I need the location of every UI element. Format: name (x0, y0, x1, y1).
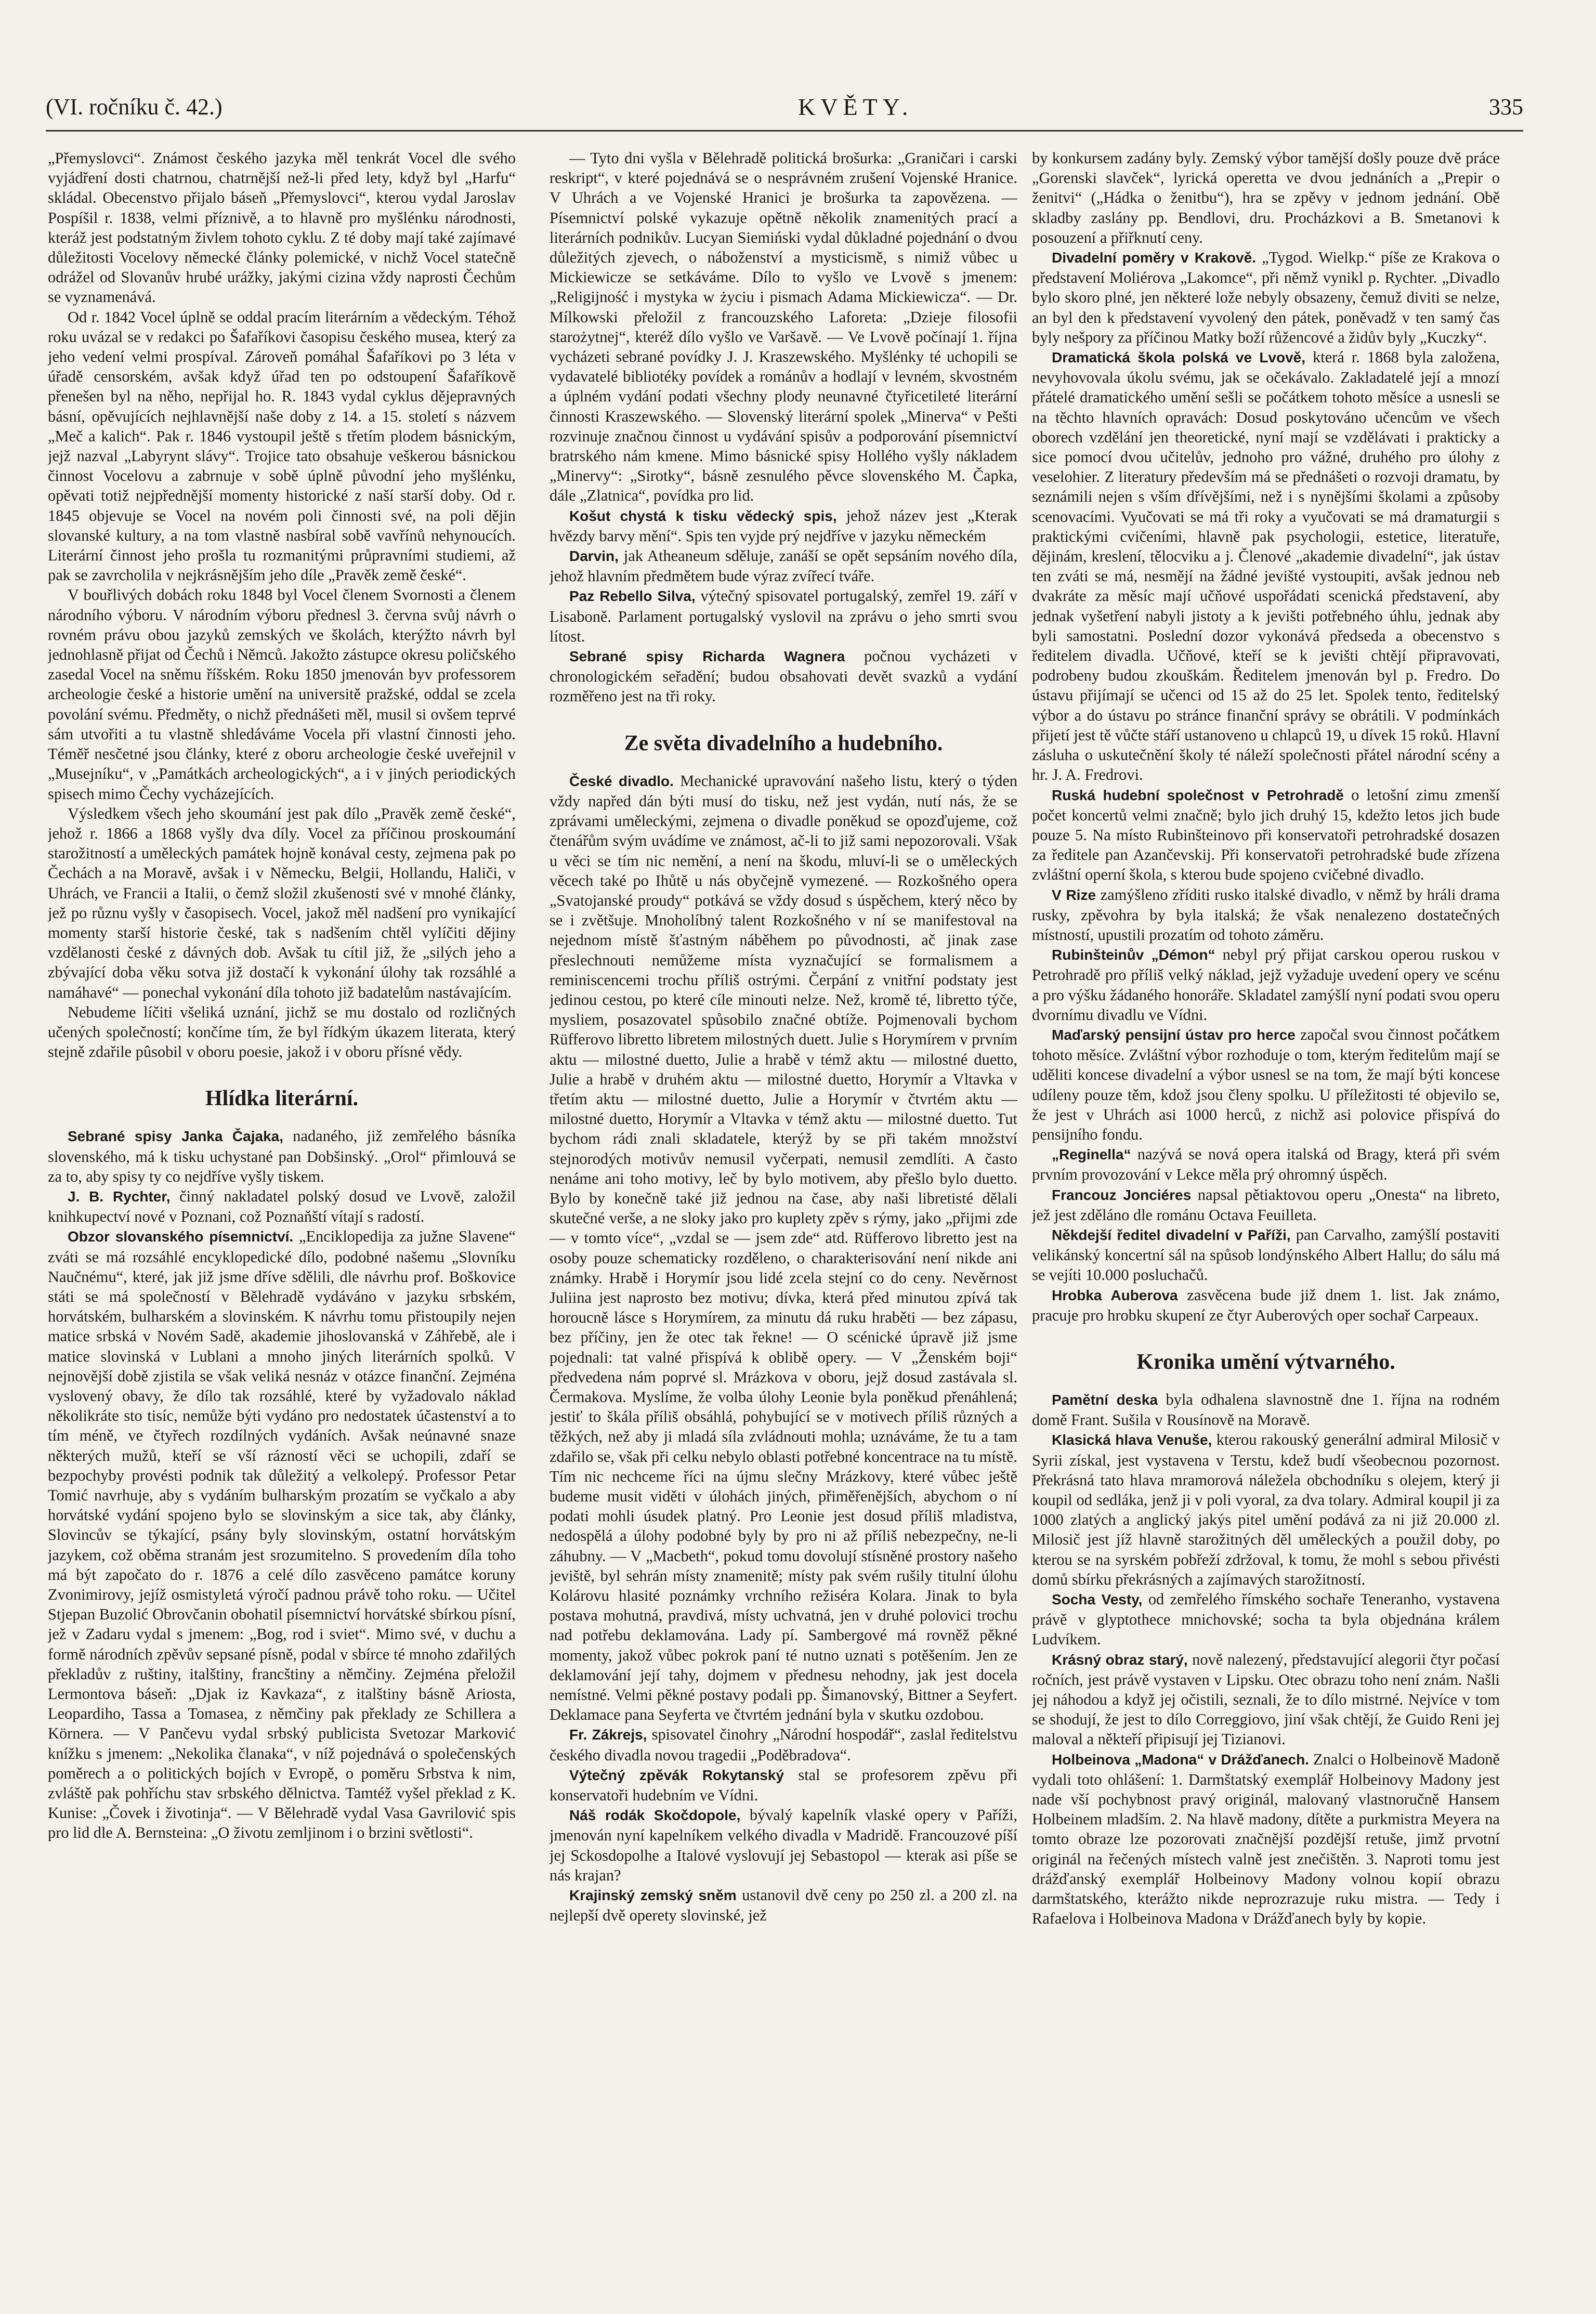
news-item (1032, 945, 1500, 1025)
item-lead: Maďarský pensijní ústav pro herce (1052, 1026, 1296, 1043)
news-item (1032, 1144, 1500, 1184)
news-item (48, 1186, 516, 1226)
item-text: činný nakladatel polský dosud ve Lvově, založil knihkupectví nové v Poznani, což Poznaňští vítají s radostí. (48, 1187, 516, 1226)
paragraph: by konkursem zadány byly. Zemský výbor tamější došly pouze dvě práce „Gorenski slavček“, lyrická operetta ve dvou jednáních a „Prepir o ženitvi“ („Hádka o ženitbu“), hra se zpěvy v jednom jednání. Obě skladby zaslány pp. Bendlovi, dru. Procházkovi a B. Smetanovi k posouzení a přiřknutí ceny. (1032, 149, 1500, 246)
item-lead: „Reginella“ (1052, 1146, 1131, 1163)
item-text: od zemřelého římského sochaře Teneranho, vystavena právě v glyptothece mnichovské; socha ta byla objednána králem Ludvíkem. (1032, 1590, 1500, 1649)
item-lead: Krásný obraz starý, (1052, 1651, 1188, 1668)
item-text: započal svou činnost počátkem tohoto měsíce. Zvláštní výbor rozhoduje o tom, kterým ředitelům mají se uděliti koncese divadelní a výbor usnesl se na tom, že mají býti koncese udíleny pouze těm, kdož jsou členy spolku. U příležitosti té objevilo se, že jest v Uhrách asi 1000 herců, z nichž asi polovice přispívá do pensijního fondu. (1032, 1025, 1500, 1143)
page-header (46, 88, 1523, 125)
item-text: „Tygod. Wielkp.“ píše ze Krakova o představení Moliérova „Lakomce“, při němž vynikl p. Rychter. „Divadlo bylo skoro plné, jen některé lože nebyly obsazeny, čemuž diviti se nelze, an byl den k představení vyvolený den pátek, poněvadž v ten samý čas byly nešpory za příčinou Matky boží růžencové a židův byly „Kuczky“. (1032, 249, 1500, 346)
news-item (1032, 1025, 1500, 1144)
item-lead: Hrobka Auberova (1052, 1287, 1178, 1303)
item-text: byla odhalena slavnostně dne 1. října na rodném domě Frant. Sušila v Rousínově na Moravě. (1032, 1390, 1500, 1429)
item-lead: Klasická hlava Venuše, (1052, 1432, 1212, 1448)
column-3 (1032, 148, 1500, 2269)
item-text: zamýšleno zříditi rusko italské divadlo, v němž by hráli drama rusky, zpěvohra by byla italská; že však nenalezeno dostatečných místností, upustili prozatím od tohoto záměru. (1032, 885, 1500, 944)
item-text: o letošní zimu zmenší počet koncertů velmi značně; bylo jich druhý 15, kdežto letos jich bude pouze 5. Na místo Rubinšteinovo při konservatoři petrohradské dosazen za ředitele pan Azančevskij. Při konservatoři petrohradské bude zřízena zvláštní operní škola, s kterou bude spojeno cvičebné divadlo. (1032, 786, 1500, 884)
item-text: počnou vycházeti v chronologickém seřadění; budou obsahovati devět svazků a vydání rozměřeno jest na tři roky. (550, 647, 1017, 705)
item-lead: Ruská hudební společnost v Petrohradě (1052, 787, 1344, 803)
item-text: spisovatel činohry „Národní hospodář“, zaslal ředitelstvu českého divadla novou tragedii „Poděbradova“. (550, 1725, 1017, 1764)
item-text: nadaného, již zemřelého básníka slovenského, má k tisku uchystané pan Dobšinský. „Orol“ přimlouvá se za to, aby spisy ty co nejdříve vyšly tiskem. (48, 1127, 516, 1185)
page-number: 335 (1488, 94, 1523, 120)
item-text: jehož název jest „Kterak hvězdy barvy mění“. Spis ten vyjde prý nejdříve v jazyku německém (550, 506, 1017, 545)
item-lead: Dramatická škola polská ve Lvově, (1052, 349, 1306, 366)
paragraph: Výsledkem všech jeho skoumání jest pak dílo „Pravěk země české“, jehož r. 1866 a 1868 vyšly dva díly. Vocel za příčinou proskoumání starožitností a uměleckých památek hojně konával cesty, zejmena pak po Čechách a na Moravě, avšak i v Německu, Belgii, Hollandu, Haliči, v Uhrách, ve Francii a Italii, o čemž složil zkušenosti své v mnohé články, jež po různu vyšly v časopisech. Vocel, jakož měl nadšení pro vynikající momenty starší historie české, tak s nadšením chtěl vylíčiti dějiny vzdělanosti české z dávných dob. Avšak tu cítil již, že „silých jeho a zbývající doba věku sotva již dostačí k vykonání úlohy tak rozsáhlé a namáhavé“ — ponechal vykonání díla tohoto již badatelům nastávajícím. (48, 804, 516, 1001)
section-heading: Ze světa divadelního a hudebního. (624, 731, 943, 755)
section-heading: Kronika umění výtvarného. (1136, 1350, 1395, 1374)
item-lead: České divadlo. (569, 773, 674, 789)
item-lead: Náš rodák Skočdopole, (569, 1807, 741, 1824)
item-lead: Francouz Jonciéres (1052, 1186, 1192, 1203)
item-lead: Rubinšteinův „Démon“ (1052, 947, 1215, 963)
news-item (550, 1805, 1017, 1885)
column-1 (48, 148, 516, 2269)
item-lead: Darvin, (569, 548, 619, 565)
item-lead: Výtečný zpěvák Rokytanský (569, 1767, 784, 1783)
item-lead: V Rize (1052, 886, 1096, 903)
item-lead: Socha Vesty, (1052, 1591, 1143, 1608)
item-lead: Fr. Zákrejs, (569, 1727, 647, 1743)
item-lead: Divadelní poměry v Krakově. (1052, 250, 1257, 266)
news-item (1032, 1589, 1500, 1650)
news-item (1032, 1390, 1500, 1430)
item-text: „Enciklopedija za južne Slavene“ zváti se má rozsáhlé encyklopedické dílo, podobné našemu „Slovníku Naučnému“, které, jak již jsme dříve sdělili, dle návrhu prof. Boškovice státi se má společností v Bělehradě vydáváno v jazyku srbském, horvátském, bulharském a slovinském. K návrhu tomu přistoupily nejen matice srbská v Novém Sadě, akademie jihoslovanská v Záhřebě, ale i matice slovinská v Lublani a mnoho jiných literárních spolků. V nejnovější době zjistila se však veliká nesnáz v otázce finanční. Zejména vyslovený obavy, že dílo tak rozsáhlé, které by vyžadovalo náklad několikráte sto tisíc, nemůže býti vydáno pro nedostatek účastenství a to tím méně, ve čtyřech rozdílných vydáních. Avšak neúnavné snaze některých mužů, kteří se vší rázností věci se uchopili, zdaří se bezpochyby provésti podnik tak důležitý a velkolepý. Professor Petar Tomić navrhuje, aby s vydáním bulharským prozatím se vyčkalo a aby horvátské vydání spojeno bylo se slovinským a sice tak, aby články, Slovincův se týkající, psány byly slovinským, ostatní horvátským jazykem, což oběma stranám jest srozumitelno. S provedením díla toho má být započato do r. 1876 a celé dílo zasvěceno památce koruny Zvonimirovy, jejíž osmistyletá výročí padnou právě toho roku. — Učitel Stjepan Buzolić Obrovčanin obohatil písemnictví horvátské sbírkou písní, jež v Zadaru vydal s jmenem: „Bog, rod i sviet“. Mimo své, v duchu a formě národních zpěvův sepsané písně, podal v sbírce té mnoho zdařilých překladův z ruštiny, italštiny, francštiny a němčiny. Zejména přeložil Lermontova báseň: „Djak iz Kavkaza“, z italštiny básně Ariosta, Leopardiho, Tassa a Tomasea, z němčiny pak překlady ze Schillera a Körnera. — V Pančevu vydal srbský publicista Svetozar Marković knížku s jmenem: „Nekolika članaka“, v níž pojednává o společenských poměrech a o politických bojích v Evropě, o poměru Srbstva k nim, zvláště pak pohříchu stav srbského dělnictva. Tamtéž vyšel překlad z K. Kunise: „Čovek i životinja“. — V Bělehradě vydal Vasa Gavrilović spis pro lid dle A. Bernsteina: „O životu zemljinom i o brzini světlosti“. (48, 1227, 516, 1842)
news-item (550, 1724, 1017, 1764)
section-heading: Hlídka literární. (205, 1087, 358, 1111)
item-text: nazývá se nová opera italská od Bragy, která při svém prvním provozování v Lekce měla prý ohromný úspěch. (1032, 1145, 1500, 1184)
item-text: která r. 1868 byla založena, nevyhovovala úkolu svému, jak se očekávalo. Zakladatelé její a mnozí přátelé dramatického umění sešli se počátkem tohoto měsíce a usnesli se na těchto hlavních opravách: Dosud poskytováno učencům ve všech oborech vzdělání jen theoretické, nyní mají se vzdělávati i prakticky a sice pomocí dvou učitelův, jednoho pro vážné, druhého pro úlohy z veselohier. Z literatury především má se přednášeti o rozvoji dramatu, by seznámili nejen s vším dřívějšími, než i s nynějšími školami a způsoby scenovacími. Vyučovati se má tři roky a vyučovati se má dramaturgii s praktickými cvičeními, hlavně pak psychologii, estetice, literatuře, dějinám, kreslení, tělocviku a j. Členové „akademie divadelní“, jak ústav ten zváti se má, nesmějí na žádné jevišté vystoupiti, avšak jednou neb dvakráte za měsíc mají učňové uspořádati scenická představení, aby jednak vyšetření nabyli jistoty a k jevišti potřebného úhlu, jednak aby byli samostatni. Poslední dozor vykonává předseda a obecenstvo s ředitelem divadla. Učňové, kteří se k jevišti chtějí připravovati, podrobeny budou zkouškám. Ředitelem jmenován byl p. Fredro. Do ústavu přijímají se učenci od 15 až do 25 let. Spolek tento, ředitelský výbor a do ústavu po stránce finanční správy se obrátili. V podmínkách přijetí jest tě vůčte stáří ustanoveno u chlapců 19, u dívek 15 roků. Hlavní zásluha o uskutečnění školy té náleží společnosti přátel národní scény a hr. J. A. Fredrovi. (1032, 348, 1500, 784)
news-item (48, 1226, 516, 1842)
header-rule (46, 130, 1523, 132)
item-lead: Pamětní deska (1052, 1391, 1158, 1408)
paragraph: „Přemyslovci“. Známost českého jazyka měl tenkrát Vocel dle svého vyjádření dosti chatrnou, chatrnější než-li před lety, když byl „Harfu“ skládal. Obecenstvo přijalo báseň „Přemyslovci“, kterou vydal Jaroslav Pospíšil r. 1838, velmi příznivě, a to hlavně pro myšlénku národnosti, kteráž jest podstatným živlem tohoto cyklu. Z té doby mají také zajímavé důležitosti Vocelovy německé články polemické, v nichž Vocel statečně odrážel od Slovanův hrubé urážky, jakými cizina vždy naprosti Čechům se vyznamenává. (48, 149, 516, 306)
item-text: Znalci o Holbeinově Madoně vydali toto ohlášení: 1. Darmštatský exemplář Holbeinovy Madony jest nade vší pochybnost pravý originál, malovaný vlastnoručně Hansem Holbeinem mladším. 2. Na hlavě madony, dítěte a purkmistra Meyera na tomto obraze lze pozorovati značnější pozdější retuše, jimž prvotní originál na řečených místech valně jest znečištěn. 3. Naproti tomu jest drážďanský exemplář Holbeinovy Madony volnou kopií obrazu darmštatského, kterážto nikde neprozrazuje ruku mistra. — Tedy i Rafaelova i Holbeinova Madona v Drážďanech byly by kopie. (1032, 1750, 1500, 1928)
item-lead: Sebrané spisy Richarda Wagnera (569, 648, 845, 665)
journal-title: KVĚTY. (798, 93, 913, 120)
news-item (550, 646, 1017, 707)
news-item (1032, 1650, 1500, 1749)
item-lead: J. B. Rychter, (68, 1188, 171, 1205)
paragraph: — Tyto dni vyšla v Bělehradě politická brošurka: „Graničari i carski reskript“, v které pojednává se o nesprávném zrušení Vojenské Hranice. V Uhrách a ve Vojenské Hranici je brošurka ta zapovězena. — Písemnictví polské vykazuje opětně několik znamenitých prací a literárních podnikův. Lucyan Siemiński vydal důkladné pojednání o dvou důležitých zjevech, o náboženství a mysticismě, s nimiž vůbec u Mickiewicze se setkáváme. Dílo to vyšlo ve Lvově s jmenem: „Religijność i mystyka w życiu i pismach Adama Mickiewicza“. — Dr. Mílkowski přeložil z francouzského Laforeta: „Dzieje filosofii starożytnej“, kteréž dílo vyšlo ve Varšavě. — Ve Lvově počínají 1. října vycházeti sebrané povídky J. J. Kraszewského. Myšlénky té uchopili se vydavatelé bibliotéky povídek a románův a hodlají v levném, skvostném a úplném vydání podati všechny plody neunavné čtyřicetileté literární činnosti Kraszewského. — Slovenský literární spolek „Minerva“ v Pešti rozvinuje značnou činnost u vydávání spisův a podporování písemnictví bratrského nám kmene. Mimo básnické spisy Hollého vyšly nákladem „Minervy“: „Sirotky“, básně zesnulého pěvce slovenského M. Čapka, dále „Zlatnica“, povídka pro lid. (550, 149, 1017, 505)
news-item (1032, 1430, 1500, 1589)
news-item (1032, 247, 1500, 347)
item-text: nebyl prý přijat carskou operou ruskou v Petrohradě pro příliš velký náklad, jejž vyžaduje uvedení opery ve scénu a pro výšku žádaného honoráře. Skladatel zamýšlí nyní podati svou operu dvornímu divadlu ve Vídni. (1032, 946, 1500, 1024)
item-text: Mechanické upravování našeho listu, který o týden vždy napřed dán býti musí do tisku, než jest vydán, nutí nás, že se zprávami uměleckými, zejmena o divadle poněkud se opozďujeme, což čtenářům svým uvádíme ve známost, ač-li to již sami nepozorovali. Však u věci se tím nic nemění, a není na škodu, mluví-li se o uměleckých věcech také po Ihůtě u nás obyčejně vymezené. — Rozkošného opera „Svatojanské proudy“ potkává se vždy dosud s úspěchem, který něco by se i zvětšuje. Mnoholíbný talent Rozkošného v ní se manifestoval na nejednom místě šťastným náběhem po původnosti, ač jinak zase přeslechnouti nemůžeme místa vyznačující se formalismem a reminiscencemi trochu příliš ostrými. Čerpání z vnitřní podstaty jest jedinou cestou, po které cíle minouti nelze. Než, kromě té, libretto týče, mysliem, posazovatel spůsobilo značné obtíže. Pojmenovali bychom Rüfferovo libretto libretem milostných duett. Julie s Horymírem v prvním aktu — milostné duetto, Julie a hrabě v témž aktu — milostné duetto, Julie a hrabě v druhém aktu — milostné duetto, Horymír a Vltavka v třetím aktu — milostné duetto, Julie a Horymír v čtvrtém aktu — milostné duetto, Horymír a Vltavka v témž aktu — milostné duetto. Tut bychom rádi znali skladatele, kterýž by se při takém množství stejnorodých motivův nemusil vyčerpati, nemusil zemdlíti. A často nenáme ani toho motivy, leč by bylo motivem, aby přešlo bylo duetto. Bylo by konečně také již jednou na čase, aby naši libretisté dělali skutečné verše, a ne sloky jako pro kuplety zpěv s rýmy, jako „přijmi zde — v tomto více“, „vzdal se — jsem zde“ atd. Rüfferovo libretto jest na osoby pouze schematicky rozděleno, o charakterisování není nikde ani známky. Hrabě i Horymír jsou lidé zcela stejní co do ceny. Nevěrnost Juliina jest naprosto bez motivu; dívka, která před minutou zpívá tak horoucně lásce s Horymírem, za minutu dá ruku hraběti — bez zápasu, bez příčiny, jen že otec tak řekne! — O scénické úpravě již jsme pojednali: tat valné přispívá k oblibě opery. — V „Ženském boji“ předvedena nám poprvé sl. Mrázkova v oboru, jejž dosud zastávala sl. Čermakova. Myslíme, že volba úlohy Leonie byla poněkud přenáhlená; jestiť to škála příliš obsáhlá, pohybující se v motivech příliš různých a těžkých, než aby ji mladá síla zvládnouti mohla; uznáváme, že tu a tam zdařilo se, však při celku nebylo oblasti potřebné koncentrace na tu místě. Tím nic nechceme říci na újmu slečny Mrázkovy, které vůbec ještě budeme musit viděti v úlohách jiných, přiměřenějších, abychom o ní podati mohli úsudek platný. Pro Leonie jest dosud příliš mladistva, nedospělá a úlohy podobné byly by pro ni až příliš nebezpečny, ne-li záhubny. — V „Macbeth“, pokud tomu dovolují stísněné prostory našeho jeviště, byl sehrán místy znamenitě; místy pak svém rušily titulní úlohu Kolárovu hlasité poznámky vrchního režiséra Kolara. Jinak to byla postava mohutná, pravdivá, místy uchvatná, jen v druhé polovici trochu nad potřebu deklamována. Lady pí. Sambergové má rovněž pěkné momenty, jakož vůbec pokrok paní té nutno uznati s potěšením. Jen ze deklamování její tahy, dojmem v přednesu nehodny, jak jest docela nemístné. Velmi pěkné postavy podali pp. Šimanovský, Bittner a Seyfert. Deklamace pana Seyferta ve čtvrtém jednání byla v skutku ozdobou. (550, 772, 1017, 1724)
paragraph: Nebudeme líčiti všeliká uznání, jichž se mu dostalo od rozličných učených společností; končíme tím, že byl řídkým úkazem literata, který stejně zdařile pûsobil v oboru poesie, jakož i v oboru přísné vědy. (48, 1003, 516, 1061)
news-item (550, 546, 1017, 586)
item-text: zasvěcena bude již dnem 1. list. Jak známo, pracuje pro hrobku skupení ze čtyr Auberových oper sochař Carpeaux. (1032, 1286, 1500, 1324)
item-lead: Paz Rebello Silva, (569, 588, 696, 605)
item-lead: Košut chystá k tisku vědecký spis, (569, 507, 837, 524)
news-item (550, 1885, 1017, 1925)
item-lead: Holbeinova „Madona“ v Drážďanech. (1052, 1751, 1309, 1768)
item-text: kterou rakouský generální admiral Milosič v Syrii získal, jest vystavena v Terstu, kdež budí všeobecnou pozornost. Překrásná tato hlava mramorová náležela obchodníku s olejem, který ji koupil od sedláka, jenž ji v poli vyoral, za dva tolary. Admiral koupil ji za 1000 zlatých a anglický jakýs pitel umění podává za ni již 20.000 zl. Milosič jest jíž hlavně starožitných děl uměleckých a použil doby, po kterou se na syrském pobřeží zdržoval, k tomu, že mohl s sebou přivésti domů sbírku překrásných a zajímavých starožitností. (1032, 1431, 1500, 1588)
item-text: pan Carvalho, zamýšlí postaviti velikánský koncertní sál na spůsob londýnského Albert Hallu; do sálu má se vejíti 10.000 posluchačů. (1032, 1225, 1500, 1284)
item-text: výtečný spisovatel portugalský, zemřel 19. září v Lisaboně. Parlament portugalský vyslovil na zprávu o jeho smrti svou lítost. (550, 587, 1017, 645)
column-2 (550, 148, 1017, 2269)
news-item (1032, 885, 1500, 945)
item-lead: Sebrané spisy Janka Čajaka, (68, 1128, 283, 1145)
item-text: bývalý kapelník vlaské opery v Paříži, jmenován nyní kapelníkem velkého divadla v Madridě. Francouzové píší jej Sckosdopolhe a Italové vyslovují jej Sebastopol — kterak asi píše se nás krajan? (550, 1806, 1017, 1884)
news-item (550, 586, 1017, 646)
paragraph: V bouřlivých dobách roku 1848 byl Vocel členem Svornosti a členem národního výboru. V národním výboru přednesl 3. června svůj návrh o rovném právu obou jazyků zemských ve školách, kterýžto návrh byl jednohlasně přijat od Čechů i Němců. Jakožto zástupce okresu poličského zasedal Vocel na sněmu říšském. Roku 1850 jmenován byv professorem archeologie české a historie umění na universitě pražské, oddal se zcela povolání svému. Předměty, o nichž přednášeti měl, musil si ovšem teprvé sám utvořiti a tu vlastně shledáváme Vocela při vlastní činnosti jeho. Téměř nesčetné jsou články, které z oboru archeologie české uveřejnil v „Musejníku“, v „Památkách archeologických“, a i v jiných periodických spisech mimo Čechy vycházejících. (48, 586, 516, 803)
news-item (1032, 1749, 1500, 1929)
news-item (1032, 1285, 1500, 1325)
item-text: stal se profesorem zpěvu při konservatoři hudebním ve Vídni. (550, 1766, 1017, 1805)
news-item (48, 1126, 516, 1186)
news-item (550, 771, 1017, 1725)
item-text: jak Atheaneum sděluje, zanáší se opět sepsáním nového díla, jehož hlavním předmětem bude výraz zvířecí tváře. (550, 547, 1017, 585)
news-item (1032, 1225, 1500, 1285)
item-lead: Někdejší ředitel divadelní v Paříži, (1052, 1226, 1291, 1243)
news-item (550, 506, 1017, 546)
item-text: napsal pětiaktovou operu „Onesta“ na libreto, jež jest zděláno dle románu Octava Feuilleta. (1032, 1185, 1500, 1224)
item-lead: Krajinský zemský sněm (569, 1887, 737, 1904)
issue-label: (VI. ročníku č. 42.) (46, 94, 223, 120)
news-item (550, 1765, 1017, 1805)
news-item (1032, 347, 1500, 785)
news-item (1032, 785, 1500, 885)
news-item (1032, 1185, 1500, 1225)
item-lead: Obzor slovanského písemnictví. (68, 1228, 294, 1245)
item-text: nově nalezený, představující alegorii čtyr počasí ročních, jest právě vystaven v Lipsku. Otec obrazu toho není znám. Našli jej náhodou a když jej očistili, seznali, že to dílo mistrné. Nejvíce v tom se shodují, že jest to dílo Correggiovo, jiní však chtějí, že Guido Reni jej maloval a někteří připisují jej Tizianovi. (1032, 1650, 1500, 1748)
paragraph: Od r. 1842 Vocel úplně se oddal pracím literárním a vědeckým. Téhož roku uvázal se v redakci po Šafaříkovi časopisu českého musea, který za jeho vedení velmi prospíval. Zároveň pomáhal Šafaříkovi po 3 léta v úřadě censorském, avšak když úřad ten po odstoupení Šafaříkově přenešen byl na něho, nepřijal ho. R. 1843 vydal cyklus dějepravných básní, opěvujících nejhlavnější naše doby z 14. a 15. století s názvem „Meč a kalich“. Pak r. 1846 vystoupil ještě s třetím plodem básnickým, jejž nazval „Labyrynt slávy“. Trojice tato obsahuje veškerou básnickou činnost Vocelovu a zabrnuje v sobě úplně původní jeho myšlénku, opěvati totiž nejpřednější momenty historické z naší starší doby. Od r. 1845 objevuje se Vocel na novém poli činnosti své, na poli dějin slovanské kultury, a na tom vlastně nasbíral sobě vavřínů nehynoucích. Literární činnost jeho prošla tu rozmanitými průpravními studiemi, až pak se zavrcholila v nejkrásnějším jeho díle „Pravěk země české“. (48, 308, 516, 584)
item-text: ustanovil dvě ceny po 250 zl. a 200 zl. na nejlepší dvě operety slovinské, jež (550, 1886, 1017, 1925)
